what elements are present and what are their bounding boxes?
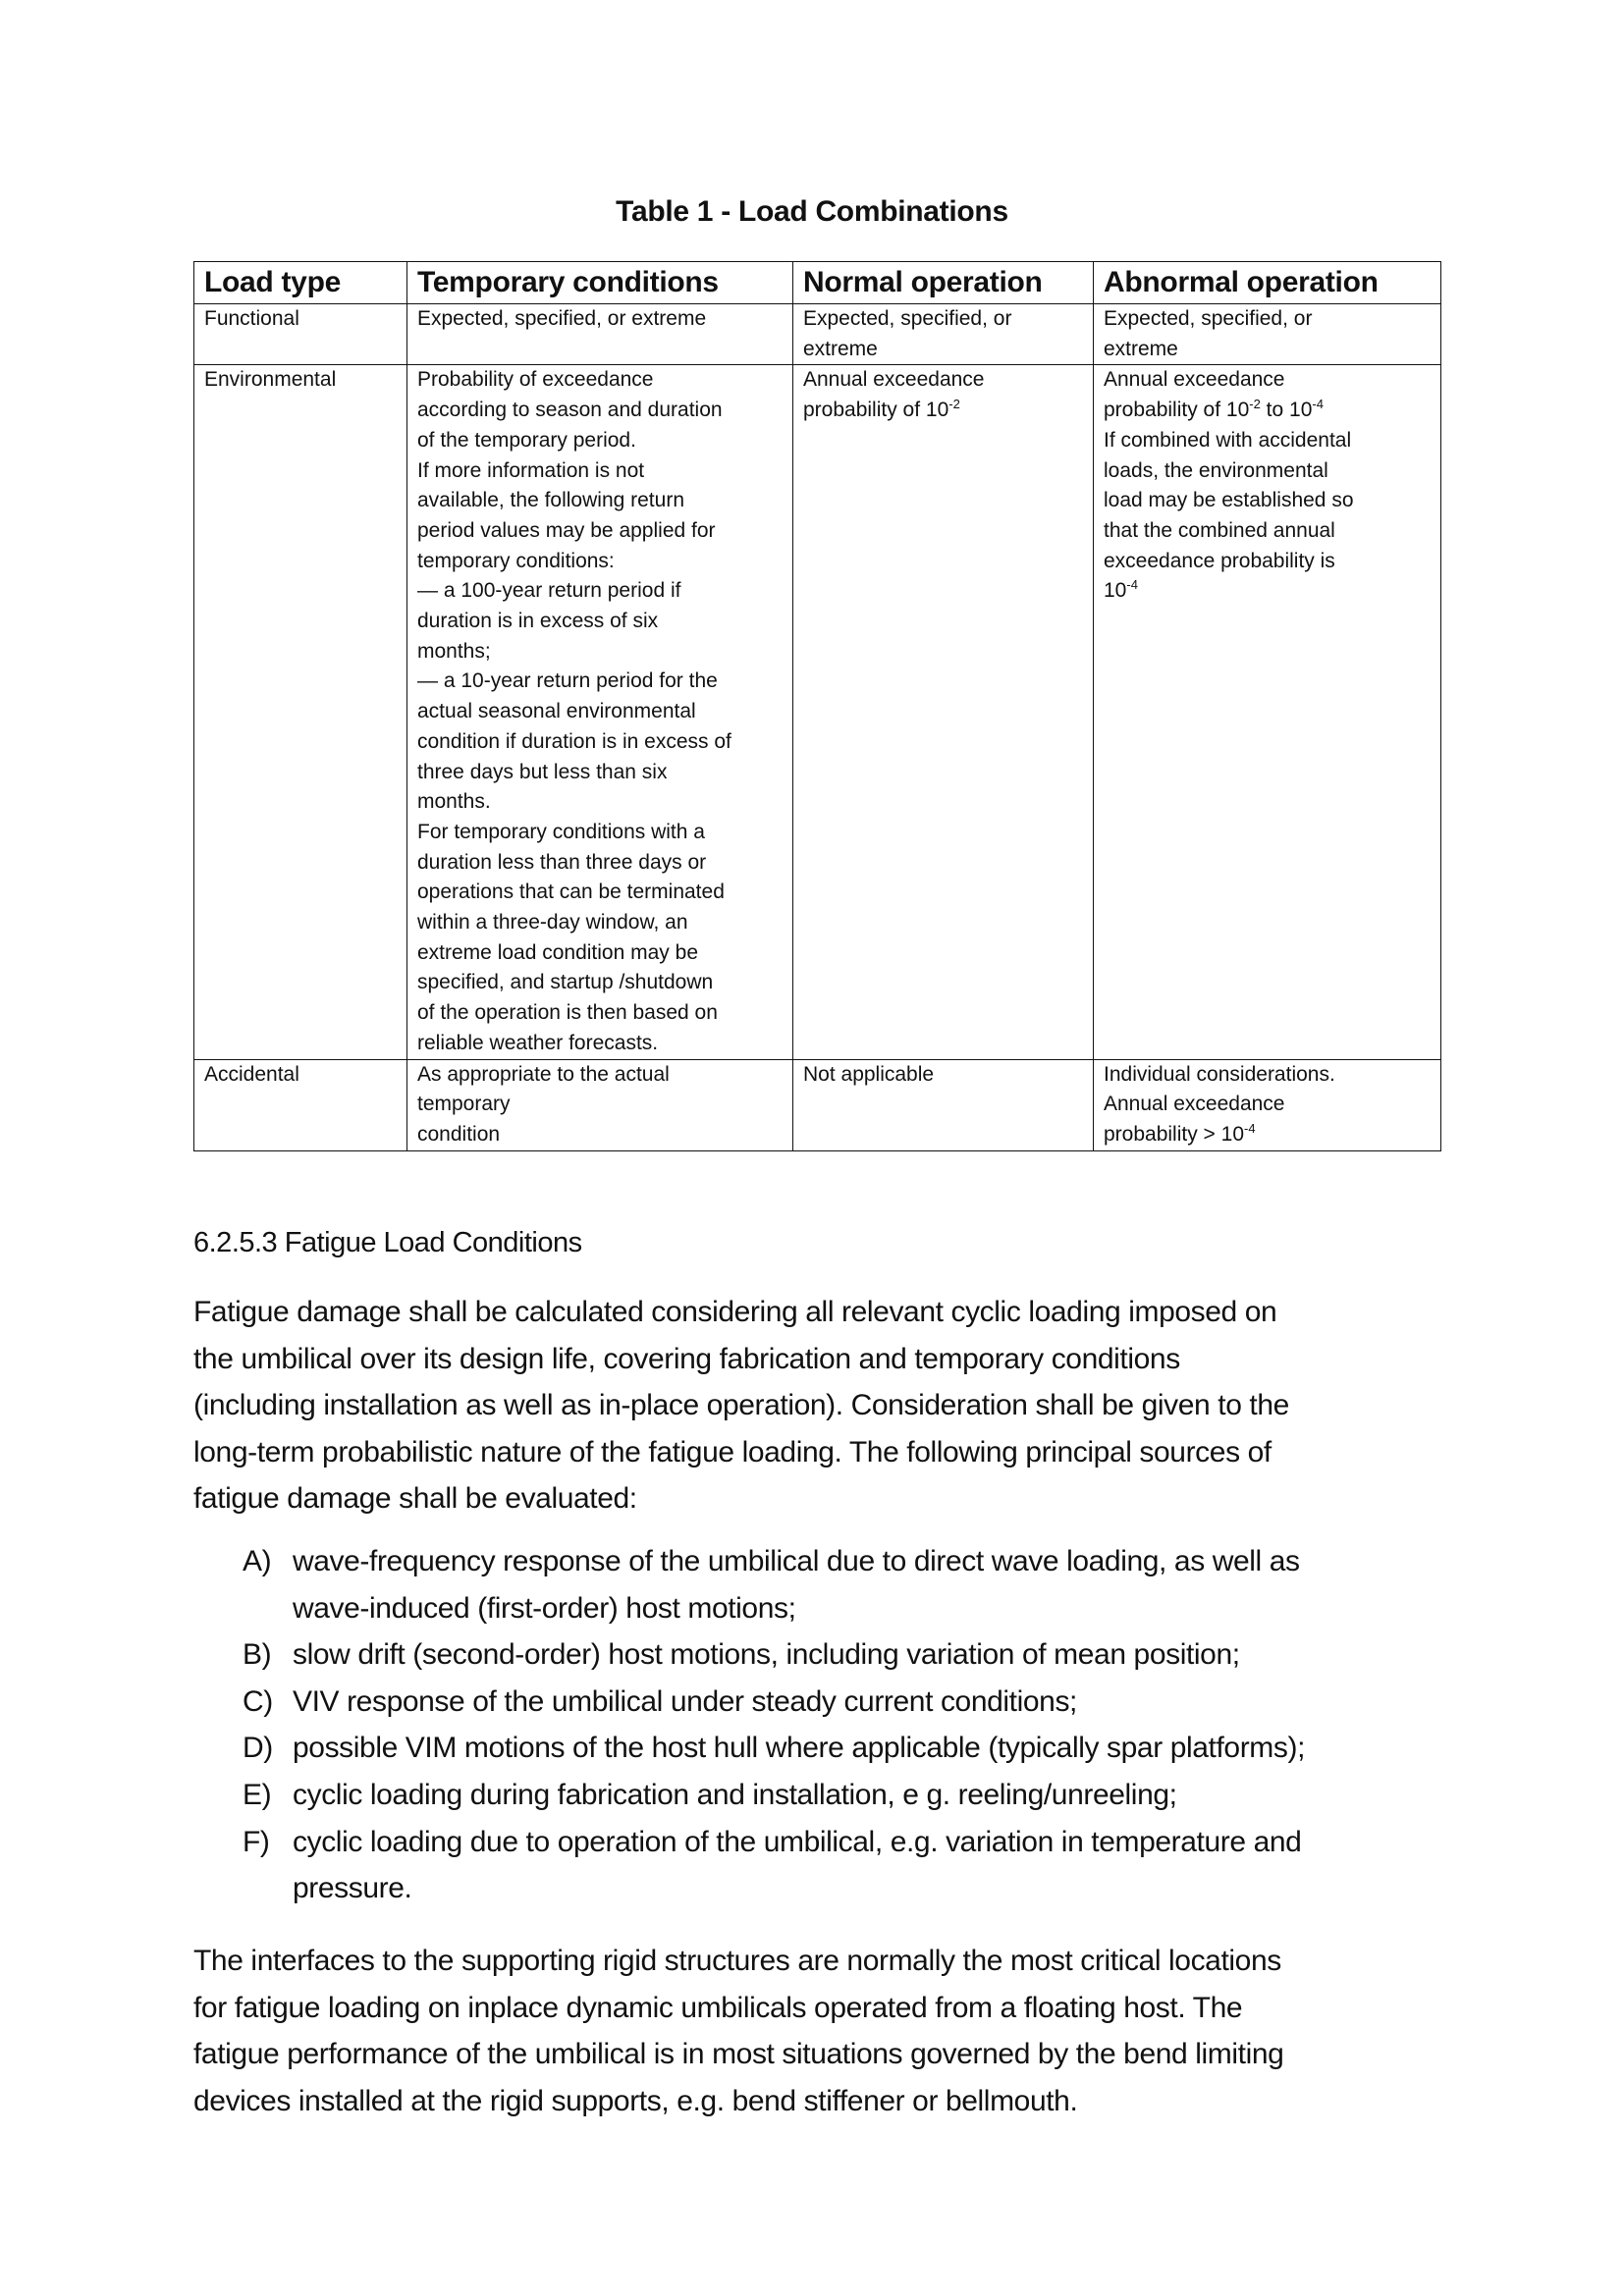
list-marker: F) [243,1825,270,1858]
cell-text: temporary conditions: [417,549,615,572]
cell-text: If combined with accidental [1104,428,1352,452]
cell-normal [793,304,1094,365]
cell-text: Expected, specified, or extreme [417,307,707,330]
cell-text: If more information is not [417,458,645,482]
cell-text: actual seasonal environmental [417,700,696,723]
text-run: probability > 10 [1104,1122,1245,1146]
cell-text: reliable weather forecasts. [417,1031,659,1054]
cell-abnormal [1094,365,1441,1059]
paragraph-line: fatigue damage shall be evaluated: [193,1482,637,1516]
exponent: -4 [1244,1120,1256,1136]
header-load-type: Load type [194,262,407,304]
cell-temporary [407,1059,793,1150]
cell-text: condition if duration is in excess of [417,729,731,753]
cell-text: Accidental [204,1062,299,1086]
cell-text: available, the following return [417,489,684,512]
cell-abnormal [1094,304,1441,365]
list-item-text [293,1819,1480,1912]
paragraph-line: (including installation as well as in-place operation). Consideration shall be given to the [193,1389,1289,1422]
list-line: slow drift (second-order) host motions, including variation of mean position; [293,1638,1240,1672]
cell-text: extreme load condition may be [417,940,698,964]
list-line: possible VIM motions of the host hull where applicable (typically spar platforms); [293,1732,1306,1765]
cell-text [1104,576,1431,607]
cell-text [803,396,1083,426]
cell-text: extreme [1104,337,1178,360]
cell-abnormal [1094,1059,1441,1150]
cell-text: Environmental [204,368,337,392]
cell-text: Annual exceedance [1104,368,1285,392]
paragraph-line: Fatigue damage shall be calculated considering all relevant cyclic loading imposed on [193,1296,1277,1328]
list-item [243,1631,1480,1679]
paragraph-line: fatigue performance of the umbilical is in most situations governed by the bend limiting [193,2038,1284,2071]
cell-text: duration less than three days or [417,850,707,874]
cell-text: specified, and startup /shutdown [417,971,714,994]
exponent: -2 [948,397,960,412]
cell-load-type [194,1059,407,1150]
paragraph-line: devices installed at the rigid supports, e.g. bend stiffener or bellmouth. [193,2084,1078,2117]
list-line: wave-induced (first-order) host motions; [293,1591,796,1625]
cell-normal [793,365,1094,1059]
closing-paragraph [193,1938,1460,2124]
cell-text: load may be established so [1104,489,1354,512]
cell-text: Not applicable [803,1062,935,1086]
table-title: Table 1 - Load Combinations [616,195,1008,228]
table-row-accidental [194,1059,1441,1150]
list-item [243,1725,1480,1772]
list-marker: C) [243,1684,273,1718]
cell-text: Probability of exceedance [417,368,654,392]
cell-text: For temporary conditions with a [417,820,705,843]
list-marker: E) [243,1778,272,1811]
list-marker: D) [243,1732,273,1765]
cell-text: three days but less than six [417,760,668,783]
cell-text: within a three-day window, an [417,911,688,934]
list-marker: A) [243,1545,272,1577]
cell-text: extreme [803,337,878,360]
list-item-text [293,1538,1480,1631]
cell-normal [793,1059,1094,1150]
cell-load-type [194,365,407,1059]
paragraph-line: The interfaces to the supporting rigid structures are normally the most critical locations [193,1945,1281,1977]
cell-text: As appropriate to the actual [417,1062,670,1086]
exponent: -4 [1126,577,1138,593]
list-item-text [293,1679,1480,1726]
list-item [243,1772,1480,1819]
list-line: cyclic loading during fabrication and installation, e g. reeling/unreeling; [293,1778,1177,1811]
cell-text: — a 100-year return period if [417,579,681,603]
table-row-environmental [194,365,1441,1059]
text-run: to 10 [1260,399,1313,422]
list-item-text [293,1631,1480,1679]
cell-text: — a 10-year return period for the [417,669,718,693]
cell-text: according to season and duration [417,399,723,422]
list-item [243,1679,1480,1726]
list-line: VIV response of the umbilical under steady current conditions; [293,1684,1077,1718]
cell-text: of the temporary period. [417,428,636,452]
header-abnormal-operation: Abnormal operation [1094,262,1441,304]
text-run: 10 [1104,579,1127,603]
cell-text: months; [417,639,491,663]
text-run: probability of 10 [803,399,949,422]
paragraph-line: for fatigue loading on inplace dynamic umbilicals operated from a floating host. The [193,1991,1243,2024]
table-row-functional [194,304,1441,365]
header-temporary-conditions: Temporary conditions [407,262,793,304]
cell-text: Expected, specified, or [803,307,1012,330]
cell-text: of the operation is then based on [417,1001,718,1025]
cell-temporary [407,365,793,1059]
cell-text [1104,1120,1431,1150]
exponent: -4 [1312,397,1324,412]
table-header-row [194,262,1441,304]
cell-text: temporary [417,1093,511,1116]
cell-text: loads, the environmental [1104,458,1328,482]
cell-temporary [407,304,793,365]
list-line: cyclic loading due to operation of the umbilical, e.g. variation in temperature and [293,1825,1302,1858]
list-item [243,1538,1480,1631]
cell-text: condition [417,1122,501,1146]
paragraph-line: the umbilical over its design life, covering fabrication and temporary conditions [193,1342,1180,1375]
load-combinations-table [193,261,1441,1151]
list-line: wave-frequency response of the umbilical due to direct wave loading, as well as [293,1545,1300,1577]
cell-text: duration is in excess of six [417,610,659,633]
cell-text: Expected, specified, or [1104,307,1313,330]
exponent: -2 [1249,397,1261,412]
cell-load-type [194,304,407,365]
text-run: probability of 10 [1104,399,1250,422]
list-line: pressure. [293,1872,412,1905]
cell-text: Annual exceedance [803,368,985,392]
section-heading: 6.2.5.3 Fatigue Load Conditions [193,1227,582,1258]
cell-text: operations that can be terminated [417,881,725,904]
header-normal-operation: Normal operation [793,262,1094,304]
cell-text: period values may be applied for [417,518,716,542]
list-item-text [293,1725,1480,1772]
list-item-text [293,1772,1480,1819]
cell-text: exceedance probability is [1104,549,1335,572]
intro-paragraph [193,1289,1460,1522]
list-item [243,1819,1480,1912]
list-marker: B) [243,1638,272,1672]
fatigue-sources-list [243,1538,1480,1912]
cell-text: Annual exceedance [1104,1093,1285,1116]
cell-text: Functional [204,307,299,330]
paragraph-line: long-term probabilistic nature of the fatigue loading. The following principal sources of [193,1435,1272,1468]
cell-text [1104,396,1431,426]
cell-text: Individual considerations. [1104,1062,1335,1086]
cell-text: months. [417,790,491,814]
cell-text: that the combined annual [1104,518,1335,542]
